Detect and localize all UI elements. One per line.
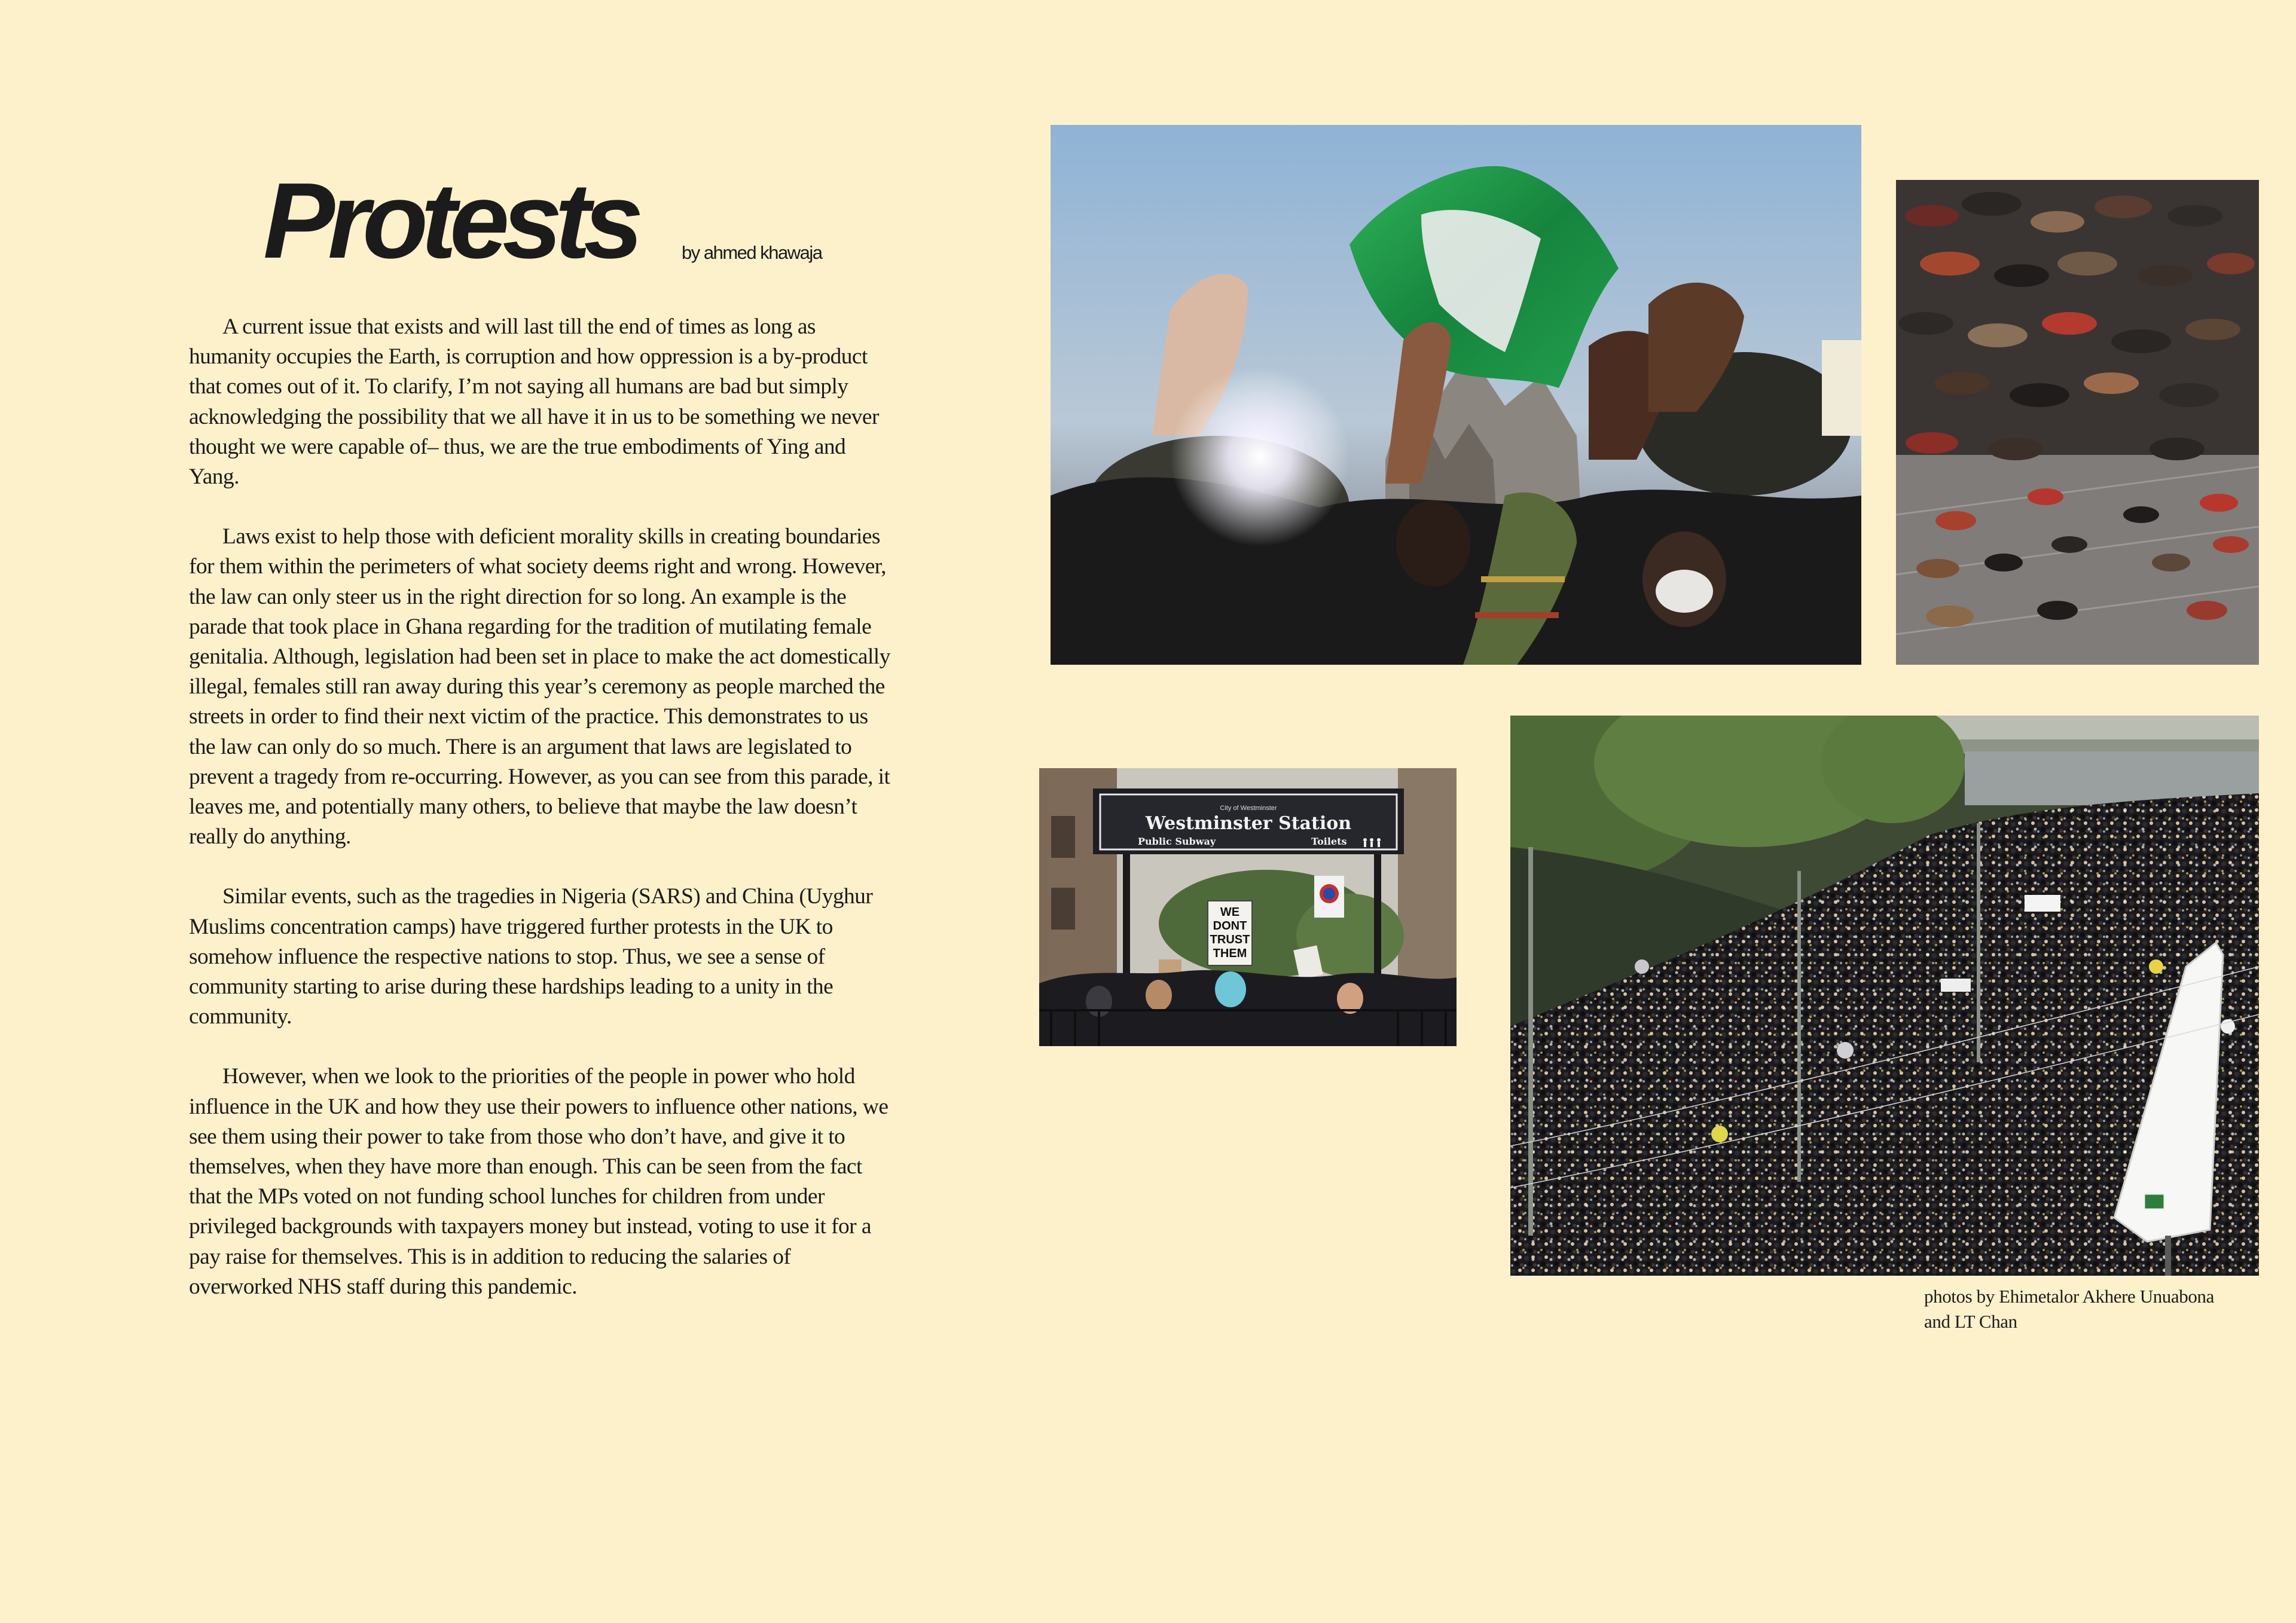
shoes-illustration (1896, 180, 2259, 665)
flag-protest-photo (1051, 125, 1861, 665)
placard-line: WE (1220, 906, 1240, 919)
photo-credit-line: and LT Chan (1924, 1311, 2017, 1332)
placard-line: DONT (1213, 919, 1247, 933)
station-name: Westminster Station (1145, 813, 1352, 834)
placard-line: THEM (1213, 947, 1247, 960)
title-block (263, 161, 981, 281)
station-subway-label: Public Subway (1138, 836, 1216, 847)
flag-protest-illustration (1051, 125, 1861, 665)
photo-credit-line: photos by Ehimetalor Akhere Unuabona (1924, 1286, 2214, 1307)
article-paragraph: Similar events, such as the tragedies in Nigeria (SARS) and China (Uyghur Muslims concentration camps) have triggered further protests in the UK to somehow influence the respective nations to stop. Thus, we see a sense of community starting to arise during these hardships leading to a unity in the community. (189, 884, 873, 1029)
article-body (189, 312, 894, 1332)
shoes-photo (1896, 180, 2259, 665)
article-byline: by ahmed khawaja (682, 242, 822, 263)
crowd-illustration (1510, 716, 2259, 1276)
article-paragraph: Laws exist to help those with deficient morality skills in creating boundaries for them within the perimeters of what society deems right and wrong. However, the law can only steer us in the right direction for so long. An example is the parade that took place in Ghana regarding for the tradition of mutilating female genitalia. Although, legislation had been set in place to make the act domestically illegal, females still ran away during this year’s ceremony as people marched the streets in order to find their next victim of the practice. This demonstrates to us the law can only do so much. There is an argument that laws are legislated to prevent a tragedy from re-occurring. However, as you can see from this parade, it leaves me, and potentially many others, to believe that maybe the law doesn’t really do anything. (189, 524, 890, 849)
westminster-station-illustration (1039, 768, 1457, 1046)
westminster-station-photo (1039, 768, 1457, 1046)
article-title: Protests (263, 161, 637, 281)
toilets-pictogram-icon (1363, 838, 1381, 847)
station-toilets-label: Toilets (1311, 836, 1347, 847)
article-paragraph: However, when we look to the priorities of the people in power who hold influence in the UK and how they use their powers to influence other nations, we see them using their power to take from those who don’t have, and give it to themselves, when they have more than enough. This can be seen from the fact that the MPs voted on not funding school lunches for children from under privileged backgrounds with taxpayers money but instead, voting to use it for a pay raise for themselves. This is in addition to reducing the salaries of overworked NHS staff during this pandemic. (189, 1064, 889, 1299)
article-paragraph: A current issue that exists and will last till the end of times as long as humanity occupies the Earth, is corruption and how oppression is a by-product that comes out of it. To clarify, I’m not saying all humans are bad but simply acknowledging the possibility that we all have it in us to be something we never thought we were capable of– thus, we are the true embodiments of Ying and Yang. (189, 314, 879, 490)
placard-line: TRUST (1210, 933, 1250, 946)
crowd-photo (1510, 716, 2259, 1276)
photo-credit (1924, 1284, 2283, 1334)
station-city-label: City of Westminster (1220, 805, 1277, 812)
